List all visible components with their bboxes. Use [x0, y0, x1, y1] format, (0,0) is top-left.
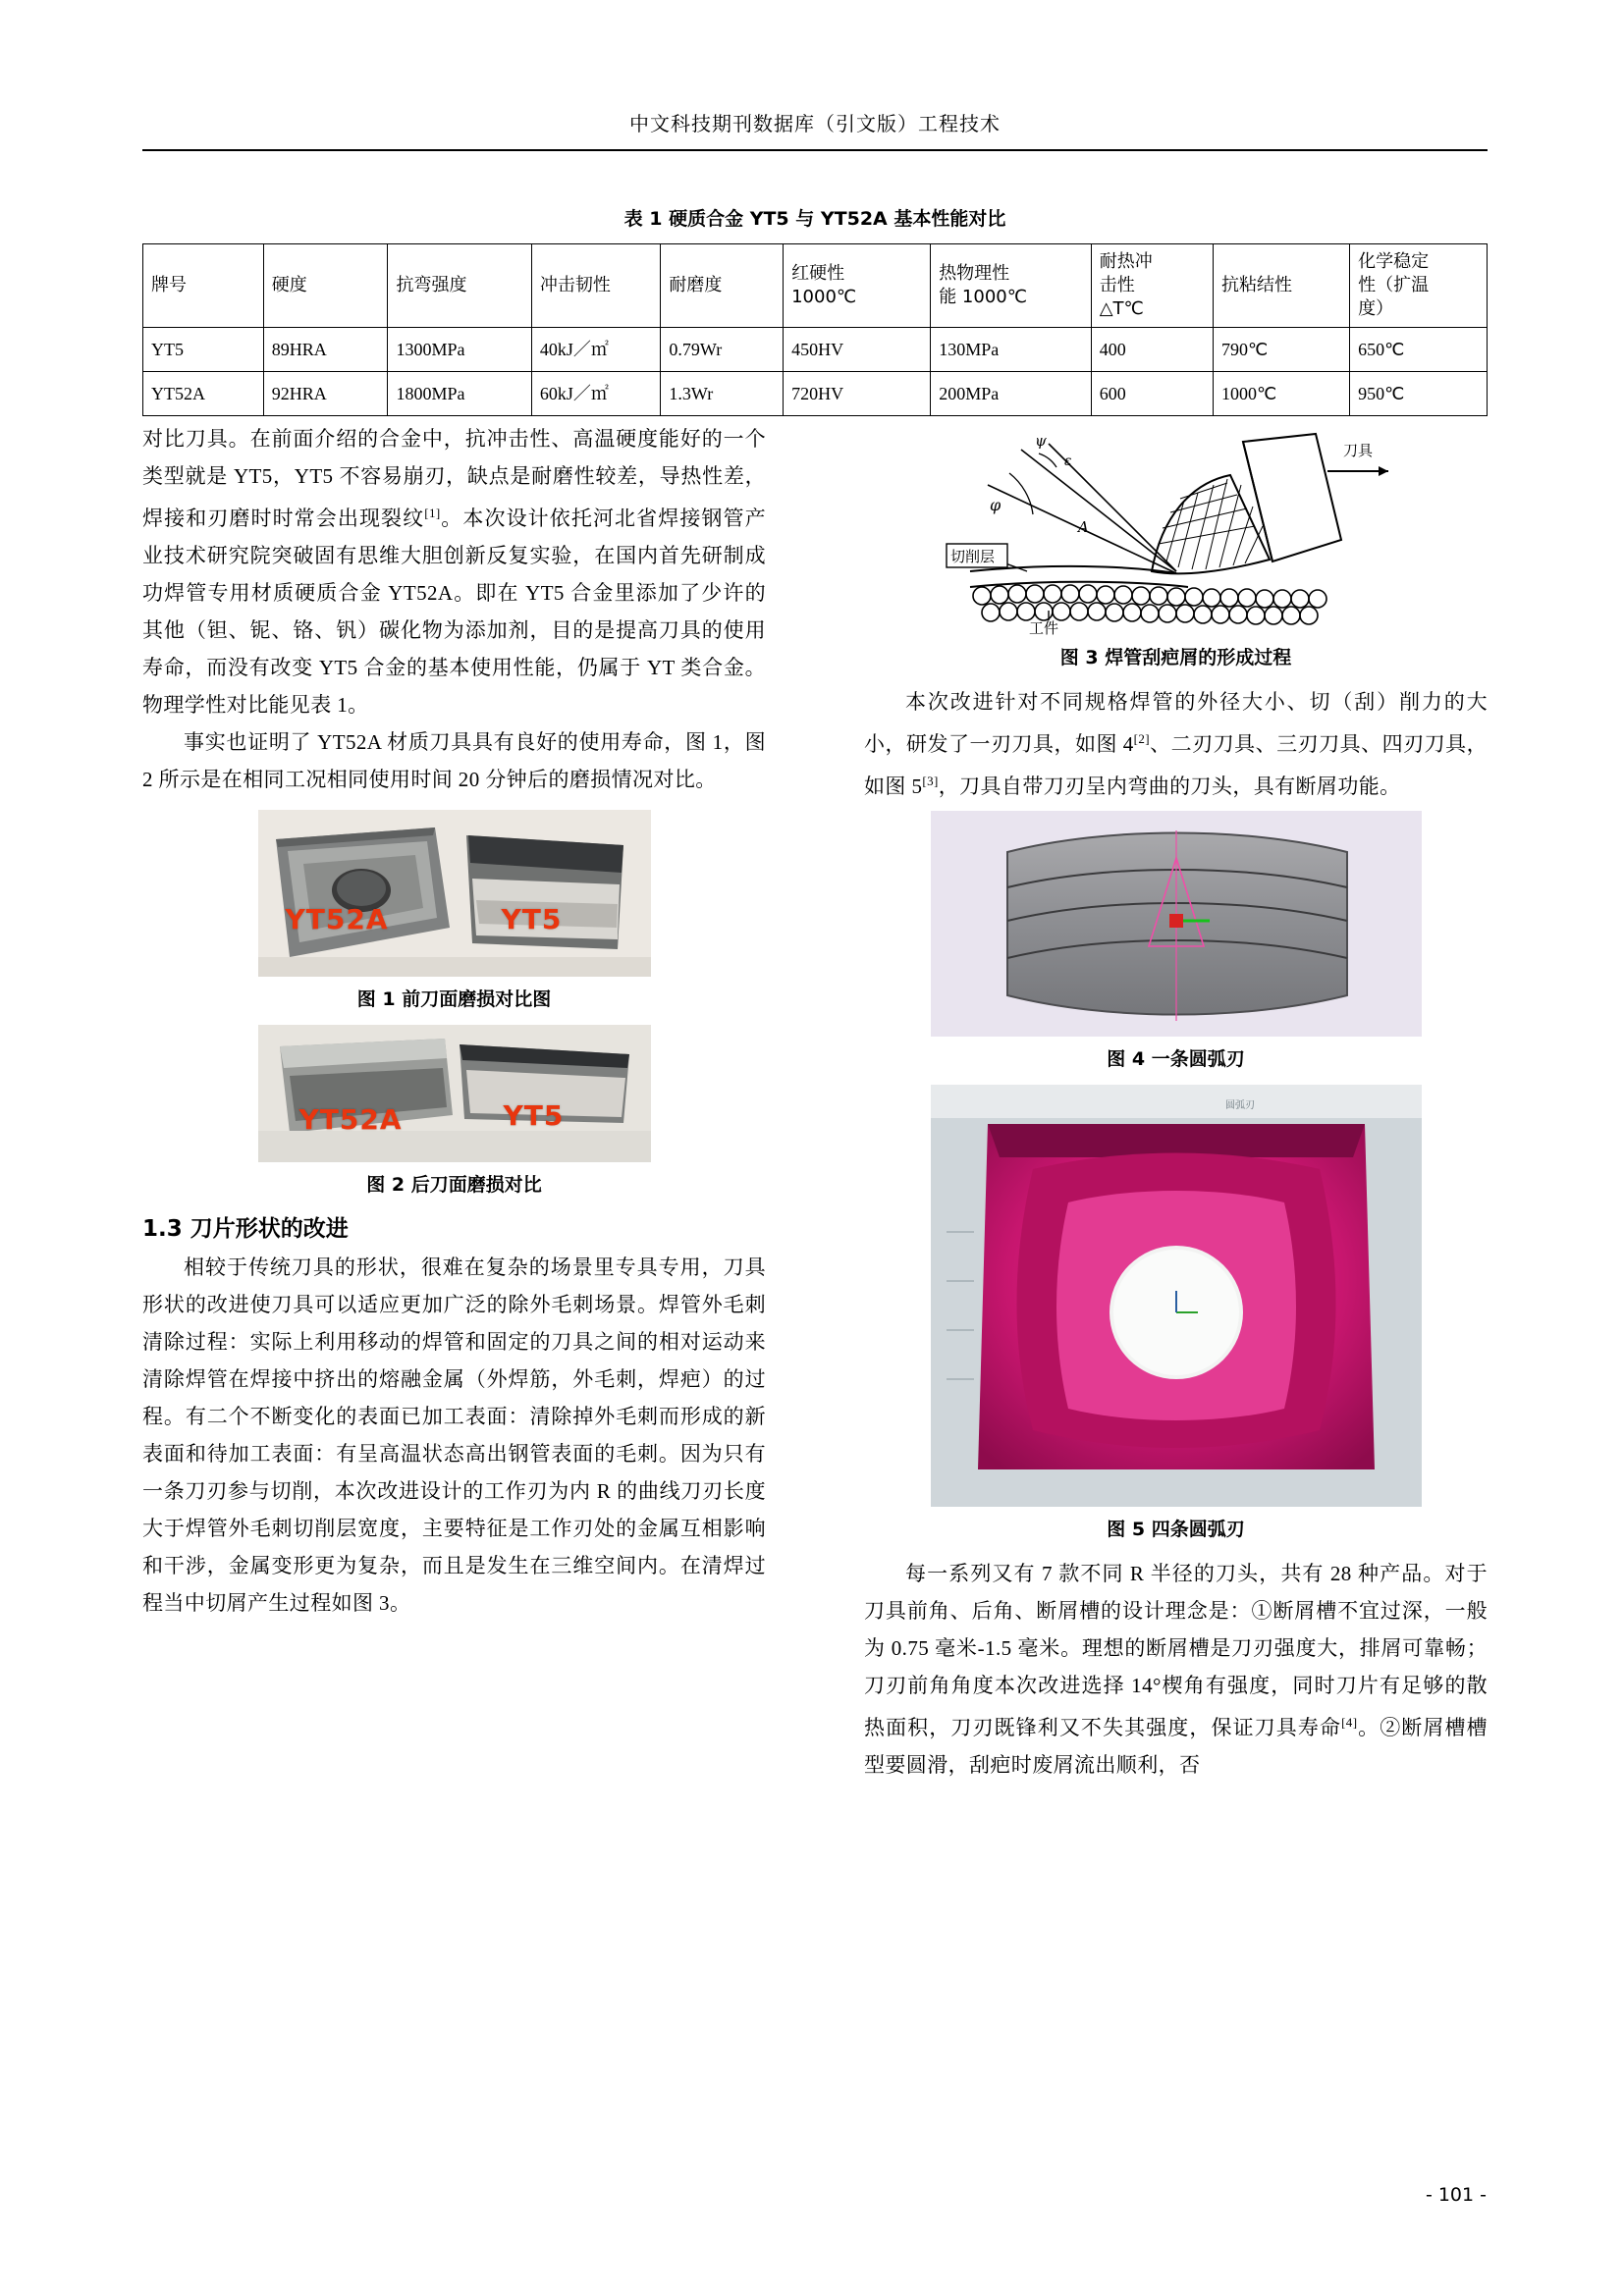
paragraph-design-concept	[864, 1555, 1488, 1784]
table-header-cell: 冲击韧性	[531, 244, 661, 328]
figure-4-image	[931, 811, 1422, 1037]
table-header-cell: 抗弯强度	[388, 244, 531, 328]
paragraph-tool-series-middle: 、二刃刀具、三刃刀具、四刃刀具，如图 5	[864, 732, 1488, 798]
table-header-cell: 牌号	[143, 244, 264, 328]
table-cell: 89HRA	[263, 328, 388, 372]
figure-1-caption: 图 1 前刀面磨损对比图	[356, 988, 552, 1010]
paragraph-evidence: 事实也证明了 YT52A 材质刀具具有良好的使用寿命，图 1，图 2 所示是在相同工况相同使用时间 20 分钟后的磨损情况对比。	[142, 730, 766, 791]
figure-5-image	[931, 1085, 1422, 1507]
table-header-cell: 抗粘结性	[1214, 244, 1350, 328]
table-row	[143, 328, 1488, 372]
table-cell: 1.3Wr	[661, 372, 784, 416]
paragraph-design-concept-end: 。②断屑槽槽型要圆滑，刮疤时废屑流出顺利，否	[864, 1716, 1488, 1777]
citation-marker: [3]	[922, 774, 939, 788]
table-caption: 表 1 硬质合金 YT5 与 YT52A 基本性能对比	[623, 208, 1006, 230]
table-cell: 650℃	[1350, 328, 1488, 372]
table-cell: YT52A	[143, 372, 264, 416]
table-header-row	[143, 244, 1488, 328]
figure-1-label-yt5: YT5	[501, 903, 563, 935]
figure-1-label-yt52a: YT52A	[285, 903, 389, 935]
svg-text:工件: 工件	[1028, 619, 1058, 635]
figure-4-caption: 图 4 一条圆弧刃	[1107, 1048, 1245, 1070]
section-heading-1-3: 1.3 刀片形状的改进	[142, 1216, 349, 1242]
paragraph-tool-series	[864, 683, 1488, 805]
svg-text:ψ: ψ	[1034, 432, 1047, 450]
right-column	[864, 420, 1488, 1784]
figure-2-caption: 图 2 后刀面磨损对比	[366, 1174, 542, 1196]
table-cell: YT5	[143, 328, 264, 372]
table-cell: 0.79Wr	[661, 328, 784, 372]
table-cell: 950℃	[1350, 372, 1488, 416]
table-cell: 130MPa	[931, 328, 1092, 372]
svg-text:切削层: 切削层	[949, 548, 995, 565]
table-cell: 720HV	[784, 372, 931, 416]
table-cell: 92HRA	[263, 372, 388, 416]
paragraph-design-concept-text: 每一系列又有 7 款不同 R 半径的刀头，共有 28 种产品。对于刀具前角、后角、断屑槽的设计理念是：①断屑槽不宜过深，一般为 0.75 毫米-1.5 毫米。理想的断屑槽是刀刃强度大，排屑可靠畅；刀刃前角角度本次改进选择 14°楔角有强度，同时刀片有足够的散热面积，刀刃既锋利又不失其强度，保证刀具寿命	[864, 1562, 1488, 1739]
svg-text:φ: φ	[989, 496, 1001, 514]
performance-table	[142, 243, 1488, 416]
header-divider	[142, 149, 1488, 151]
table-header-cell: 耐磨度	[661, 244, 784, 328]
left-column	[142, 420, 766, 1622]
svg-text:刀具: 刀具	[1342, 442, 1373, 459]
table-row	[143, 372, 1488, 416]
svg-text:圆弧刃: 圆弧刃	[1224, 1100, 1255, 1111]
figure-2-image	[258, 1025, 651, 1162]
table-header-cell: 化学稳定 性（扩温 度）	[1350, 244, 1488, 328]
table-header-cell: 热物理性 能 1000℃	[931, 244, 1092, 328]
figure-5-insert-svg	[931, 1085, 1422, 1507]
svg-text:ε: ε	[1063, 454, 1072, 469]
figure-2-label-yt52a: YT52A	[298, 1103, 403, 1136]
table-cell: 40kJ／㎡	[531, 328, 661, 372]
figure-2-label-yt5: YT5	[503, 1099, 565, 1132]
figure-4-cad-svg	[931, 811, 1422, 1037]
figure-1-photo-svg	[258, 810, 651, 977]
figure-5-caption: 图 5 四条圆弧刃	[1107, 1519, 1245, 1540]
page-number: - 101 -	[1425, 2184, 1487, 2206]
paragraph-intro-continued: 。本次设计依托河北省焊接钢管产业技术研究院突破固有思维大胆创新反复实验，在国内首先研制成功焊管专用材质硬质合金 YT52A。即在 YT5 合金里添加了少许的其他（钽、铌、铬、钒）碳化物为添加剂，目的是提高刀具的使用寿命，而没有改变 YT5 合金的基本使用性能，仍属于 YT 类合金。物理学性对比能见表 1。	[142, 507, 767, 717]
table-cell: 200MPa	[931, 372, 1092, 416]
paragraph-tool-series-text: 本次改进针对不同规格焊管的外径大小、切（刮）削力的大小，研发了一刃刀具，如图 4	[864, 690, 1488, 756]
svg-text:A: A	[1077, 518, 1089, 536]
paragraph-intro-text: 对比刀具。在前面介绍的合金中，抗冲击性、高温硬度能好的一个类型就是 YT5，YT5 不容易崩刃，缺点是耐磨性较差，导热性差，焊接和刃磨时时常会出现裂纹	[142, 427, 766, 530]
table-cell: 400	[1091, 328, 1213, 372]
paragraph-tool-series-end: ，刀具自带刀刃呈内弯曲的刀头，具有断屑功能。	[938, 774, 1401, 798]
page-header: 中文科技期刊数据库（引文版）工程技术	[629, 112, 1001, 135]
table-header-cell: 红硬性 1000℃	[784, 244, 931, 328]
figure-2-photo-svg	[258, 1025, 651, 1162]
paragraph-intro	[142, 420, 766, 723]
citation-marker: [2]	[1133, 731, 1150, 746]
table-cell: 1000℃	[1214, 372, 1350, 416]
figure-3-schematic-svg	[931, 424, 1422, 635]
table-cell: 60kJ／㎡	[531, 372, 661, 416]
table-header-cell: 耐热冲 击性 △T℃	[1091, 244, 1213, 328]
table-cell: 1300MPa	[388, 328, 531, 372]
table-cell: 790℃	[1214, 328, 1350, 372]
citation-marker: [4]	[1341, 1715, 1358, 1730]
figure-3-image	[931, 424, 1422, 635]
paragraph-blade-shape: 相较于传统刀具的形状，很难在复杂的场景里专具专用，刀具形状的改进使刀具可以适应更加广泛的除外毛刺场景。焊管外毛刺清除过程：实际上利用移动的焊管和固定的刀具之间的相对运动来清除焊管在焊接中挤出的熔融金属（外焊筋，外毛刺，焊疤）的过程。有二个不断变化的表面已加工表面：清除掉外毛刺而形成的新表面和待加工表面：有呈高温状态高出钢管表面的毛刺。因为只有一条刀刃参与切削，本次改进设计的工作刃为内 R 的曲线刀刃长度大于焊管外毛刺切削层宽度，主要特征是工作刃处的金属互相影响和干涉，金属变形更为复杂，而且是发生在三维空间内。在清焊过程当中切屑产生过程如图 3。	[142, 1255, 766, 1615]
table-cell: 450HV	[784, 328, 931, 372]
figure-3-caption: 图 3 焊管刮疤屑的形成过程	[1059, 647, 1292, 668]
figure-1-image	[258, 810, 651, 977]
table-cell: 600	[1091, 372, 1213, 416]
table-header-cell: 硬度	[263, 244, 388, 328]
citation-marker: [1]	[424, 506, 441, 520]
table-cell: 1800MPa	[388, 372, 531, 416]
